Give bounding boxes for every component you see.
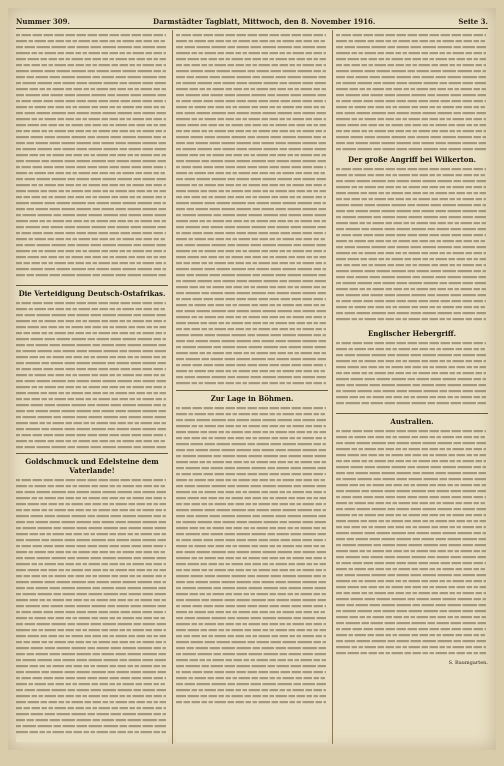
text-lines	[176, 405, 328, 705]
text-lines	[336, 428, 488, 658]
page-header	[16, 14, 488, 29]
body-text	[176, 405, 328, 705]
divider	[16, 453, 168, 454]
page-number: Seite 3.	[458, 16, 488, 26]
body-text	[336, 428, 488, 658]
divider	[16, 285, 168, 286]
body-text	[336, 166, 488, 326]
fade	[176, 732, 328, 742]
author-signature: S. Baumgarten.	[448, 660, 488, 666]
text-lines	[16, 300, 168, 450]
column-3	[336, 32, 488, 742]
text-lines	[336, 32, 488, 152]
article-headline: Der große Angriff bei Wilkerton.	[348, 155, 476, 164]
body-text	[16, 477, 168, 737]
body-text	[16, 32, 168, 282]
poem-headline: Goldschmuck und Edelsteine dem Vaterlande!	[25, 457, 159, 475]
issue-number: Nummer 309.	[16, 16, 70, 26]
body-text	[16, 300, 168, 450]
column-rule	[172, 30, 173, 744]
column-rule	[332, 30, 333, 744]
masthead: Darmstädter Tagblatt, Mittwoch, den 8. November 1916.	[153, 16, 376, 26]
article-headline: Australien.	[390, 417, 434, 426]
column-1	[16, 32, 168, 742]
text-lines	[336, 340, 488, 410]
column-2	[176, 32, 328, 742]
text-lines	[16, 32, 168, 282]
article-headline: Englischer Hebergriff.	[367, 329, 457, 338]
divider	[336, 413, 488, 414]
text-lines	[336, 166, 488, 326]
article-headline: Zur Lage in Böhmen.	[210, 394, 294, 403]
divider	[176, 390, 328, 391]
text-lines	[176, 32, 328, 387]
body-text	[336, 340, 488, 410]
newspaper-page	[8, 8, 496, 750]
text-lines	[16, 477, 168, 737]
body-text	[336, 32, 488, 152]
article-headline: Die Verteidigung Deutsch-Ostafrikas.	[18, 289, 166, 298]
fade	[16, 732, 168, 742]
body-text	[176, 32, 328, 387]
